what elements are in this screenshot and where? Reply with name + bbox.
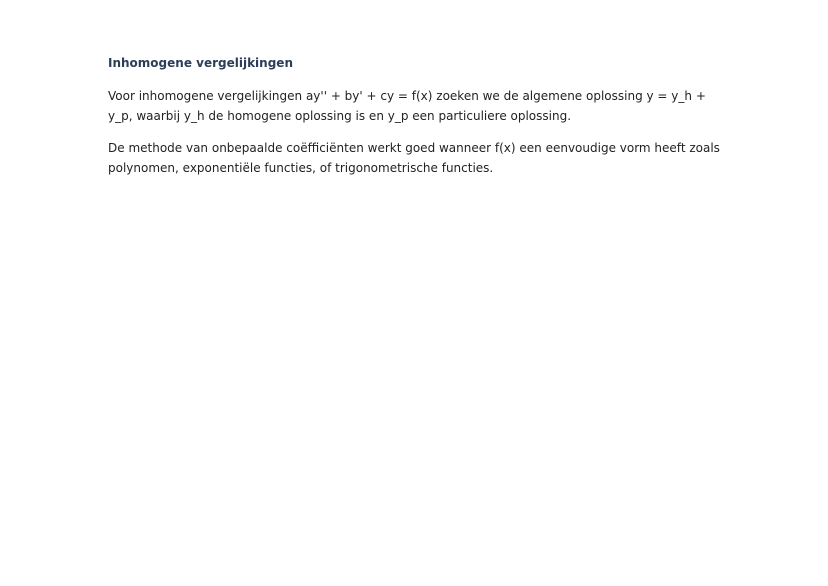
document-page [108, 55, 728, 190]
section-heading: Inhomogene vergelijkingen [108, 56, 293, 70]
paragraph-inhomogeneous-equations: Voor inhomogene vergelijkingen ay'' + by' + cy = f(x) zoeken we de algemene oplossing y = y_h + y_p, waarbij y_h de homogene oplossing is en y_p een particuliere oplossing. [108, 89, 706, 123]
paragraph-undetermined-coefficients: De methode van onbepaalde coëfficiënten werkt goed wanneer f(x) een eenvoudige vorm heeft zoals polynomen, exponentiële functies, of trigonometrische functies. [108, 141, 720, 175]
